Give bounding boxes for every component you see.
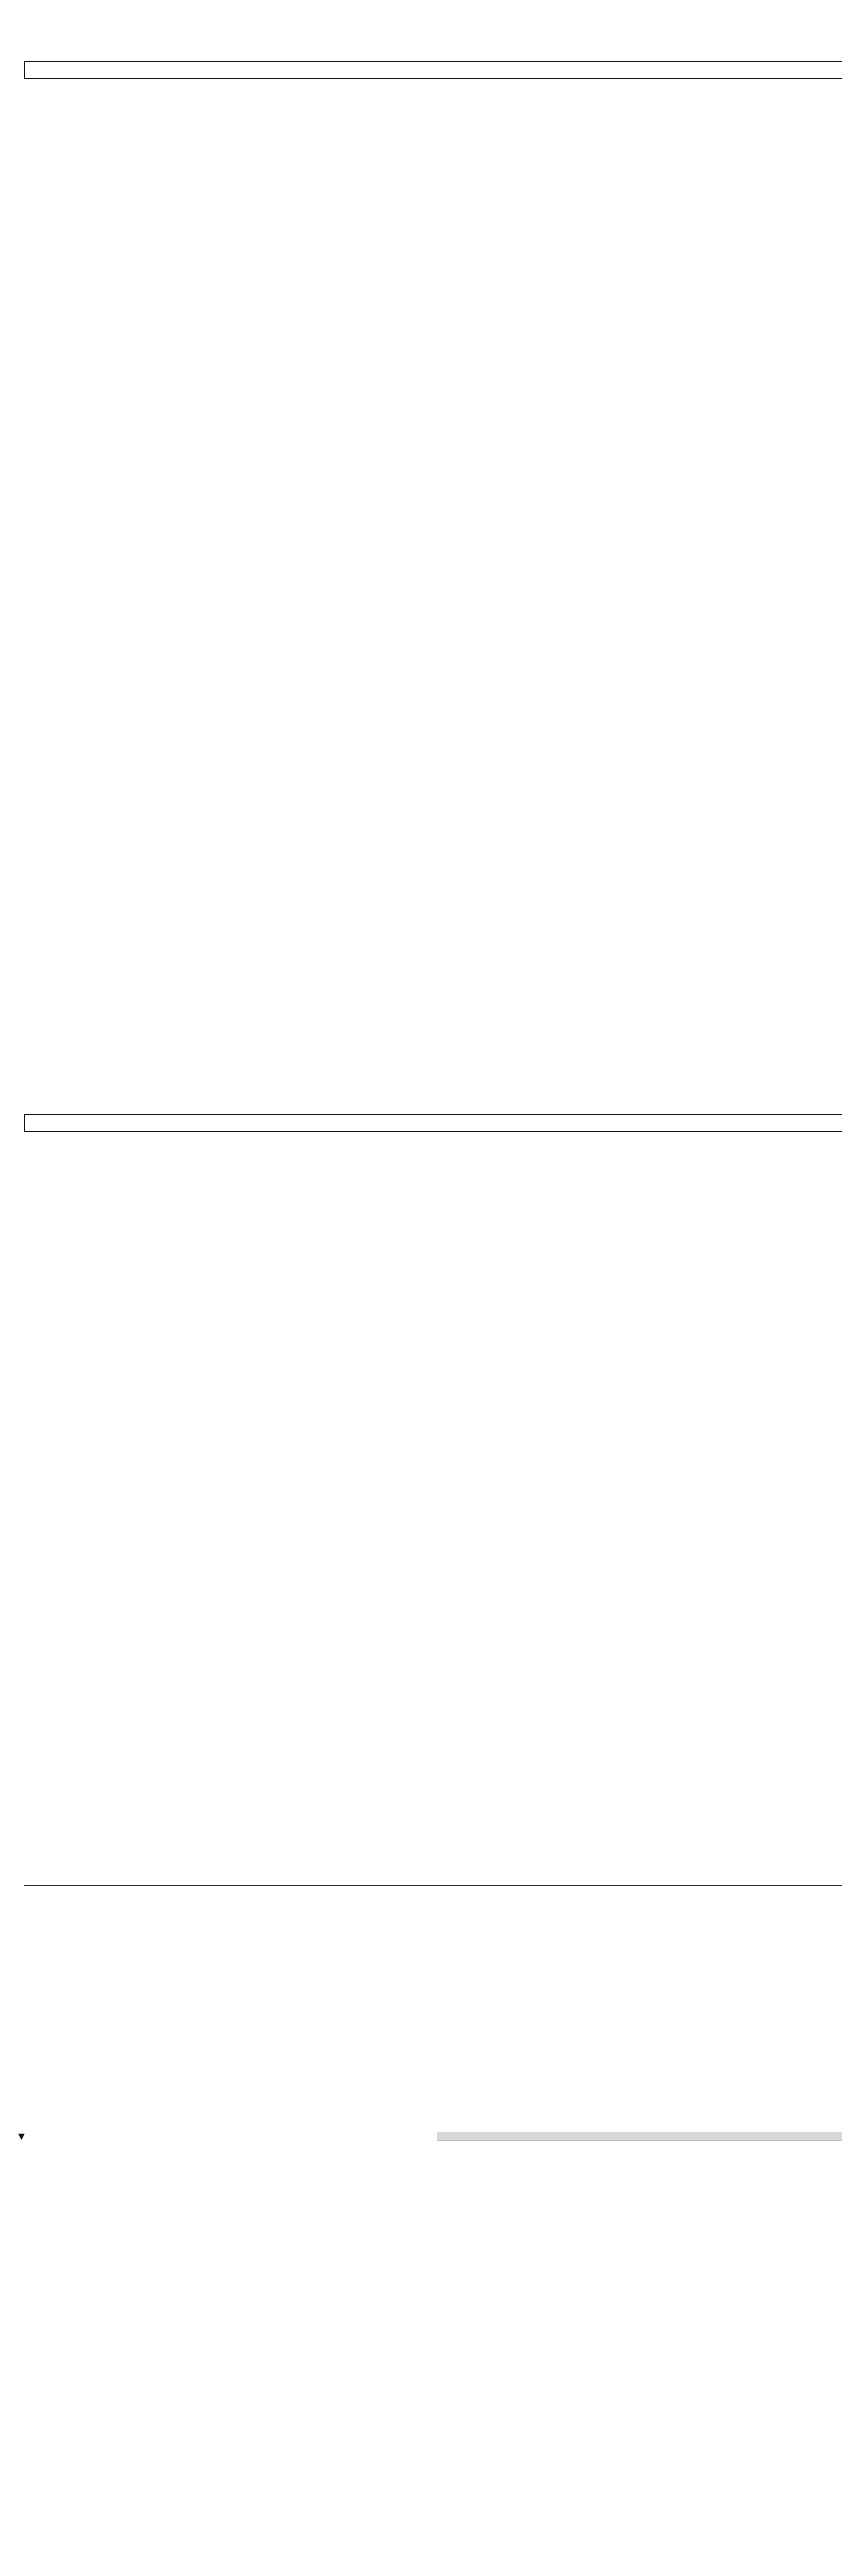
triangle-icon: ▼ — [16, 2131, 27, 2143]
order-code-strip-bottom — [24, 1101, 842, 1132]
operating-characteristics-table — [437, 2132, 842, 2141]
code-values — [24, 61, 842, 79]
order-code-strip-top — [24, 48, 842, 79]
chart-title — [16, 2130, 416, 2144]
legend — [24, 1850, 104, 1862]
formula-key — [437, 2474, 842, 2490]
divider — [24, 1885, 842, 1886]
speed-limit-chart — [0, 2170, 425, 2450]
code-values — [24, 1114, 842, 1132]
page-running-header — [18, 2063, 46, 2078]
code-positions — [24, 48, 842, 61]
formula-table-header — [437, 2132, 842, 2141]
code-positions — [24, 1101, 842, 1114]
